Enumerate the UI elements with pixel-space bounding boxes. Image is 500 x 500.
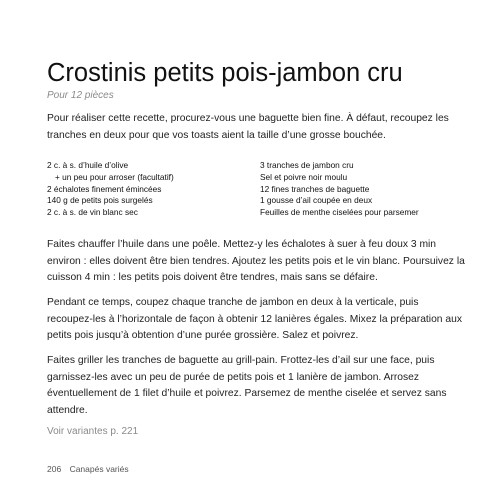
section-name: Canapés variés [69,464,129,474]
ingredient-item: 1 gousse d’ail coupée en deux [260,195,373,206]
variants-reference: Voir variantes p. 221 [47,426,139,437]
step-paragraph-3: Faites griller les tranches de baguette au grill-pain. Frottez-les d’ail sur une face, puis garnissez-les avec un peu de purée de petits pois et 1 lanière de jambon. Arrosez éventuellement de 1 filet d’huile et poivrez. Parsemez de menthe ciselée et servez sans attendre. [47,355,447,416]
intro-paragraph: Pour réaliser cette recette, procurez-vous une baguette bien fine. À défaut, recoupez les tranches en deux pour que vos toasts aient la taille d’une grosse bouchée. [47,113,449,141]
ingredient-item: + un peu pour arroser (facultatif) [55,171,174,182]
recipe-title: Crostinis petits pois-jambon cru [47,59,403,88]
ingredient-item: 2 c. à s. d’huile d’olive [47,160,129,170]
ingredient-item: 140 g de petits pois surgelés [47,195,153,206]
step-paragraph-2: Pendant ce temps, coupez chaque tranche de jambon en deux à la verticale, puis recoupez-les à l’horizontale de façon à obtenir 12 lanières égales. Mixez la préparation aux petits pois jusqu’à obtention d’une purée grossière. Salez et poivrez. [47,297,462,341]
ingredient-item: 2 échalotes finement émincées [47,183,162,194]
ingredient-item: 12 fines tranches de baguette [260,183,370,194]
page-number: 206 [47,464,62,474]
page-footer [47,464,129,474]
ingredient-item: Feuilles de menthe ciselées pour parsemer [260,207,419,218]
ingredients-left-column [47,160,174,219]
step-paragraph-1: Faites chauffer l’huile dans une poêle. Mettez-y les échalotes à suer à feu doux 3 min environ : elles doivent être bien tendres. Ajoutez les petits pois et le vin blanc. Poursuivez la cuisson 4 min : les petits pois doivent être tendres, mais sans se défaire. [47,239,465,283]
ingredient-item: 2 c. à s. de vin blanc sec [47,207,138,218]
ingredients-right-column [260,160,419,219]
servings-note: Pour 12 pièces [47,90,114,101]
ingredient-item: Sel et poivre noir moulu [260,171,348,182]
ingredient-item: 3 tranches de jambon cru [260,160,354,170]
